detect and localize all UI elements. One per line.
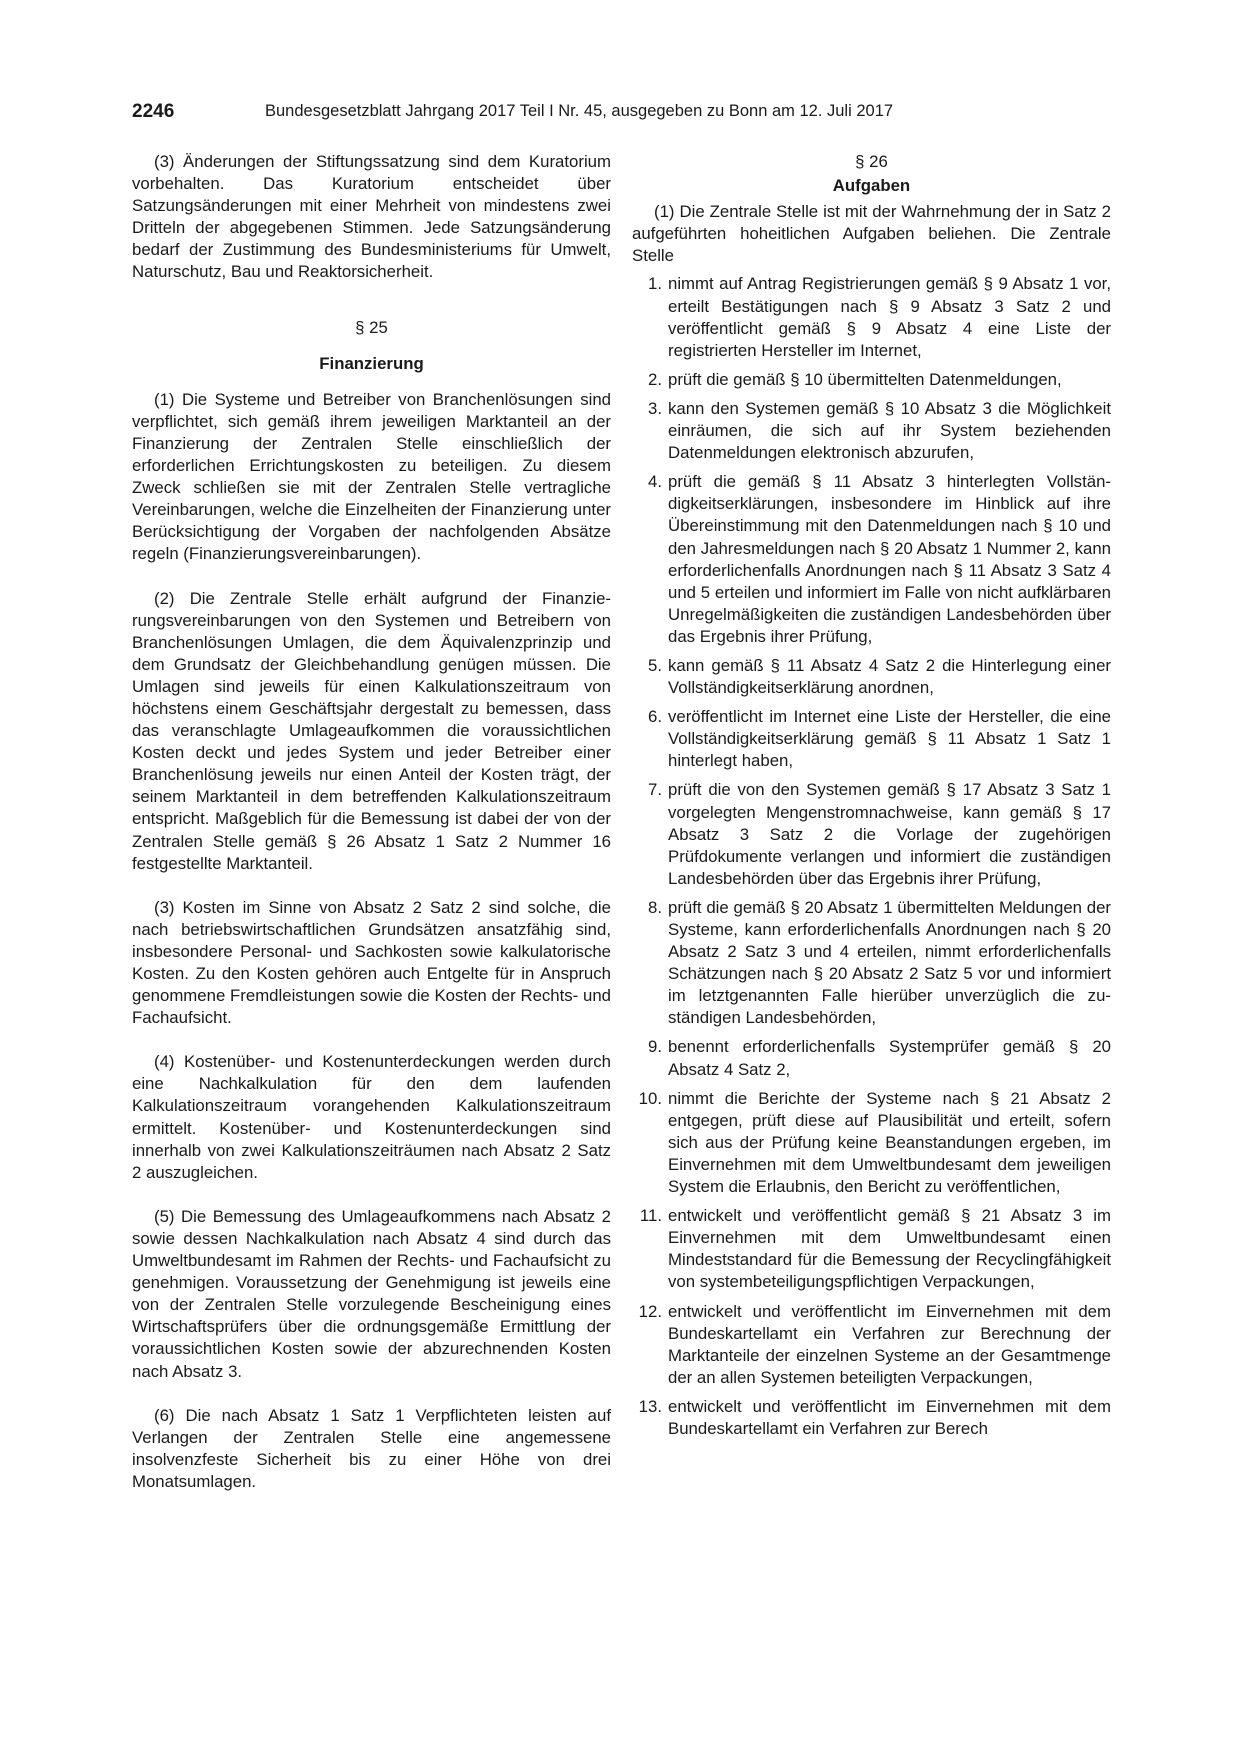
list-item-text: entwickelt und veröffentlicht gemäß § 21 Absatz 3 im Einvernehmen mit dem Umweltbundesamt einen Mindeststandard für die Bemessung der Recyclingfähigkeit von systembeteiligungspflichtigen Verpackungen, (668, 1206, 1111, 1292)
section-26-number: § 26 (855, 152, 888, 171)
list-item-number: 9. (648, 1037, 662, 1057)
running-title: Bundesgesetzblatt Jahrgang 2017 Teil I Nr. 45, ausgegeben zu Bonn am 12. Juli 2017 (265, 102, 894, 120)
list-item-text: kann gemäß § 11 Absatz 4 Satz 2 die Hinterlegung einer Vollständigkeitserklärung anordnen, (668, 655, 1111, 698)
list-item (632, 369, 1111, 391)
list-item (632, 1205, 1111, 1293)
list-item-number: 5. (648, 655, 662, 675)
list-item-number: 11. (639, 1206, 662, 1226)
list-item (632, 897, 1111, 1030)
list-item-text: entwickelt und veröffentlicht im Einvernehmen mit dem Bundeskartellamt ein Verfahren zur Berech (668, 1396, 1111, 1438)
list-item (632, 398, 1111, 464)
list-item-text: kann den Systemen gemäß § 10 Absatz 3 die Möglichkeit einräumen, die sich auf ihr System beziehenden Datenmeldungen elektronisch abzurufen, (668, 398, 1111, 463)
list-item (632, 1036, 1111, 1080)
list-item-number: 12. (638, 1301, 662, 1321)
left-column (132, 151, 611, 1493)
list-item-text: veröffentlicht im Internet eine Liste der Hersteller, die eine Vollständigkeitserklärung gemäß § 11 Absatz 1 Satz 1 hinterlegt haben, (668, 707, 1111, 771)
right-column (632, 151, 1111, 1447)
task-list (632, 273, 1111, 1440)
list-item-text: prüft die gemäß § 20 Absatz 1 übermittelten Meldungen der Systeme, kann erforderlichenfalls Anordnungen nach § 20 Absatz 2 Satz 3 und 4 erteilen, nimmt erforderlichenfalls Schätzungen nach § 20 Absatz 2 Satz 5 vor und informiert im letztgenannten Falle hierüber unverzüglich die zuständigen Landesbehörden, (668, 897, 1111, 1028)
list-item-text: prüft die gemäß § 10 übermittelten Datenmeldungen, (668, 369, 1062, 389)
paragraph-25-3: (3) Kosten im Sinne von Absatz 2 Satz 2 sind solche, die nach betriebswirtschaftlichen Grundsätzen ansatzfähig sind, insbesondere Personal- und Sachkosten sowie kalkulatorische Kosten. Zu den Kosten gehören auch Entgelte für in Anspruch genommene Fremdleistungen sowie die Kosten der Rechts- und Fachaufsicht. (132, 897, 611, 1028)
list-item-text: nimmt die Berichte der Systeme nach § 21 Absatz 2 entgegen, prüft diese auf Plausibilität und erteilt, sofern sich aus der Prüfung keine Beanstandungen ergeben, im Einvernehmen mit dem Umweltbundesamt dem jeweiligen System die Erlaubnis, den Bericht zu veröffentlichen, (668, 1088, 1111, 1197)
list-item (632, 655, 1111, 699)
paragraph-25-2: (2) Die Zentrale Stelle erhält aufgrund der Finanzierungsvereinbarungen von den Systemen und Betreibern von Branchenlösungen Umlagen, die dem Äquivalenzprinzip und dem Grundsatz der Gleichbehandlung genügen müssen. Die Umlagen sind jeweils für einen Kalkulationszeitraum von höchstens einem Geschäftsjahr dergestalt zu bemessen, dass das veranschlagte Umlageaufkommen die voraussichtlichen Kosten deckt und jedes System und jeder Betreiber einer Branchenlösung jeweils nur einen Anteil der Kosten trägt, der seinem Marktanteil in dem betreffenden Kalkulationszeitraum entspricht. Maßgeblich für die Bemessung ist dabei der von der Zentralen Stelle gemäß § 26 Absatz 1 Satz 2 Nummer 16 festgestellte Marktanteil. (132, 588, 611, 873)
list-item (632, 779, 1111, 889)
list-item-number: 1. (648, 274, 662, 294)
list-item (632, 1088, 1111, 1198)
list-item-number: 6. (648, 707, 662, 727)
list-item-number: 7. (648, 780, 662, 800)
list-item-number: 8. (648, 897, 662, 917)
list-item-text: benennt erforderlichenfalls Systemprüfer gemäß § 20 Absatz 4 Satz 2, (668, 1037, 1111, 1079)
list-item-text: entwickelt und veröffentlicht im Einvernehmen mit dem Bundeskartellamt ein Verfahren zur Berechnung der Marktanteile der einzelnen Systeme an der Gesamtmenge der an allen Systemen beteiligten Verpackungen, (668, 1301, 1111, 1387)
list-item-text: prüft die gemäß § 11 Absatz 3 hinterlegten Vollständigkeitserklärungen, insbesondere im Hinblick auf ihre Übereinstimmung mit den Datenmeldungen nach § 10 und den Jahresmeldungen nach § 20 Absatz 1 Nummer 2, kann erforderlichenfalls Anordnungen nach § 11 Absatz 3 Satz 4 und 5 erteilen und informiert im Falle von nicht aufklärbaren Unregelmäßigkeiten die zuständigen Landesbehörden über das Ergebnis ihrer Prüfung, (668, 472, 1111, 646)
section-25-title: Finanzierung (319, 353, 424, 373)
list-item-number: 10. (638, 1088, 662, 1108)
list-item-number: 4. (648, 472, 662, 492)
paragraph-25-6: (6) Die nach Absatz 1 Satz 1 Verpflichteten leisten auf Verlangen der Zentralen Stelle eine angemessene insolvenzfeste Sicherheit bis zu einer Höhe von drei Monatsumlagen. (132, 1405, 611, 1491)
list-item-text: prüft die von den Systemen gemäß § 17 Absatz 3 Satz 1 vorgelegten Mengenstromnachweise, kann gemäß § 17 Absatz 3 Satz 2 die Vorlage der zugehörigen Prüfdokumente verlangen und informiert die zuständigen Landesbehörden über das Ergebnis ihrer Prüfung, (668, 780, 1111, 888)
list-item (632, 471, 1111, 648)
section-26-title: Aufgaben (832, 176, 911, 196)
page-header (132, 101, 1112, 127)
list-item (632, 1301, 1111, 1389)
paragraph-stiftungssatzung: (3) Änderungen der Stiftungssatzung sind dem Kuratorium vorbehalten. Das Kuratorium entscheidet über Satzungsänderungen mit einer Mehrheit von mindestens zwei Dritteln der abgegebenen Stimmen. Jede Satzungsänderung bedarf der Zustimmung des Bundesministeriums für Umwelt, Naturschutz, Bau und Reaktorsicherheit. (132, 152, 611, 282)
section-25-number: § 25 (355, 317, 388, 337)
list-item (632, 1396, 1111, 1440)
paragraph-25-5: (5) Die Bemessung des Umlageaufkommens nach Absatz 2 sowie dessen Nachkalkulation nach Absatz 4 sind durch das Umweltbundesamt im Rahmen der Rechts- und Fachaufsicht zu genehmigen. Voraussetzung der Genehmigung ist jeweils eine von der Zentralen Stelle vorzulegende Bescheinigung eines Wirtschaftsprüfers über die ordnungsgemäße Ermittlung der voraussichtlichen Kosten sowie der abzurechnenden Kosten nach Absatz 3. (132, 1206, 611, 1381)
list-item (632, 706, 1111, 772)
list-item (632, 273, 1111, 361)
list-item-number: 13. (638, 1396, 662, 1416)
paragraph-25-1: (1) Die Systeme und Betreiber von Branchenlösungen sind verpflichtet, sich gemäß ihrem jeweiligen Marktanteil an der Finanzierung der Zentralen Stelle einschließlich der erforderlichen Errichtungskosten zu beteiligen. Zu diesem Zweck schließen sie mit der Zentralen Stelle vertragliche Vereinbarungen, welche die Einzelheiten der Finanzierung unter Berücksichtigung der Vorgaben der nachfolgenden Absätze regeln (Finanzierungsvereinbarungen). (132, 389, 611, 564)
list-item-number: 2. (648, 369, 662, 389)
paragraph-26-1: (1) Die Zentrale Stelle ist mit der Wahrnehmung der in Satz 2 aufgeführten hoheitlichen Aufgaben beliehen. Die Zentrale Stelle (632, 202, 1111, 266)
page-number: 2246 (132, 101, 175, 122)
list-item-number: 3. (648, 398, 662, 418)
paragraph-25-4: (4) Kostenüber- und Kostenunterdeckungen werden durch eine Nachkalkulation für den dem laufenden Kalkulationszeitraum vorangehenden Kalkulationszeitraum ermittelt. Kostenüber- und Kostenunterdeckungen sind innerhalb von zwei Kalkulationszeiträumen nach Absatz 2 Satz 2 auszugleichen. (132, 1052, 611, 1182)
list-item-text: nimmt auf Antrag Registrierungen gemäß § 9 Absatz 1 vor, erteilt Bestätigungen nach § 9 Absatz 3 Satz 2 und veröffentlicht gemäß § 9 Absatz 4 eine Liste der registrierten Hersteller im Internet, (668, 274, 1111, 360)
